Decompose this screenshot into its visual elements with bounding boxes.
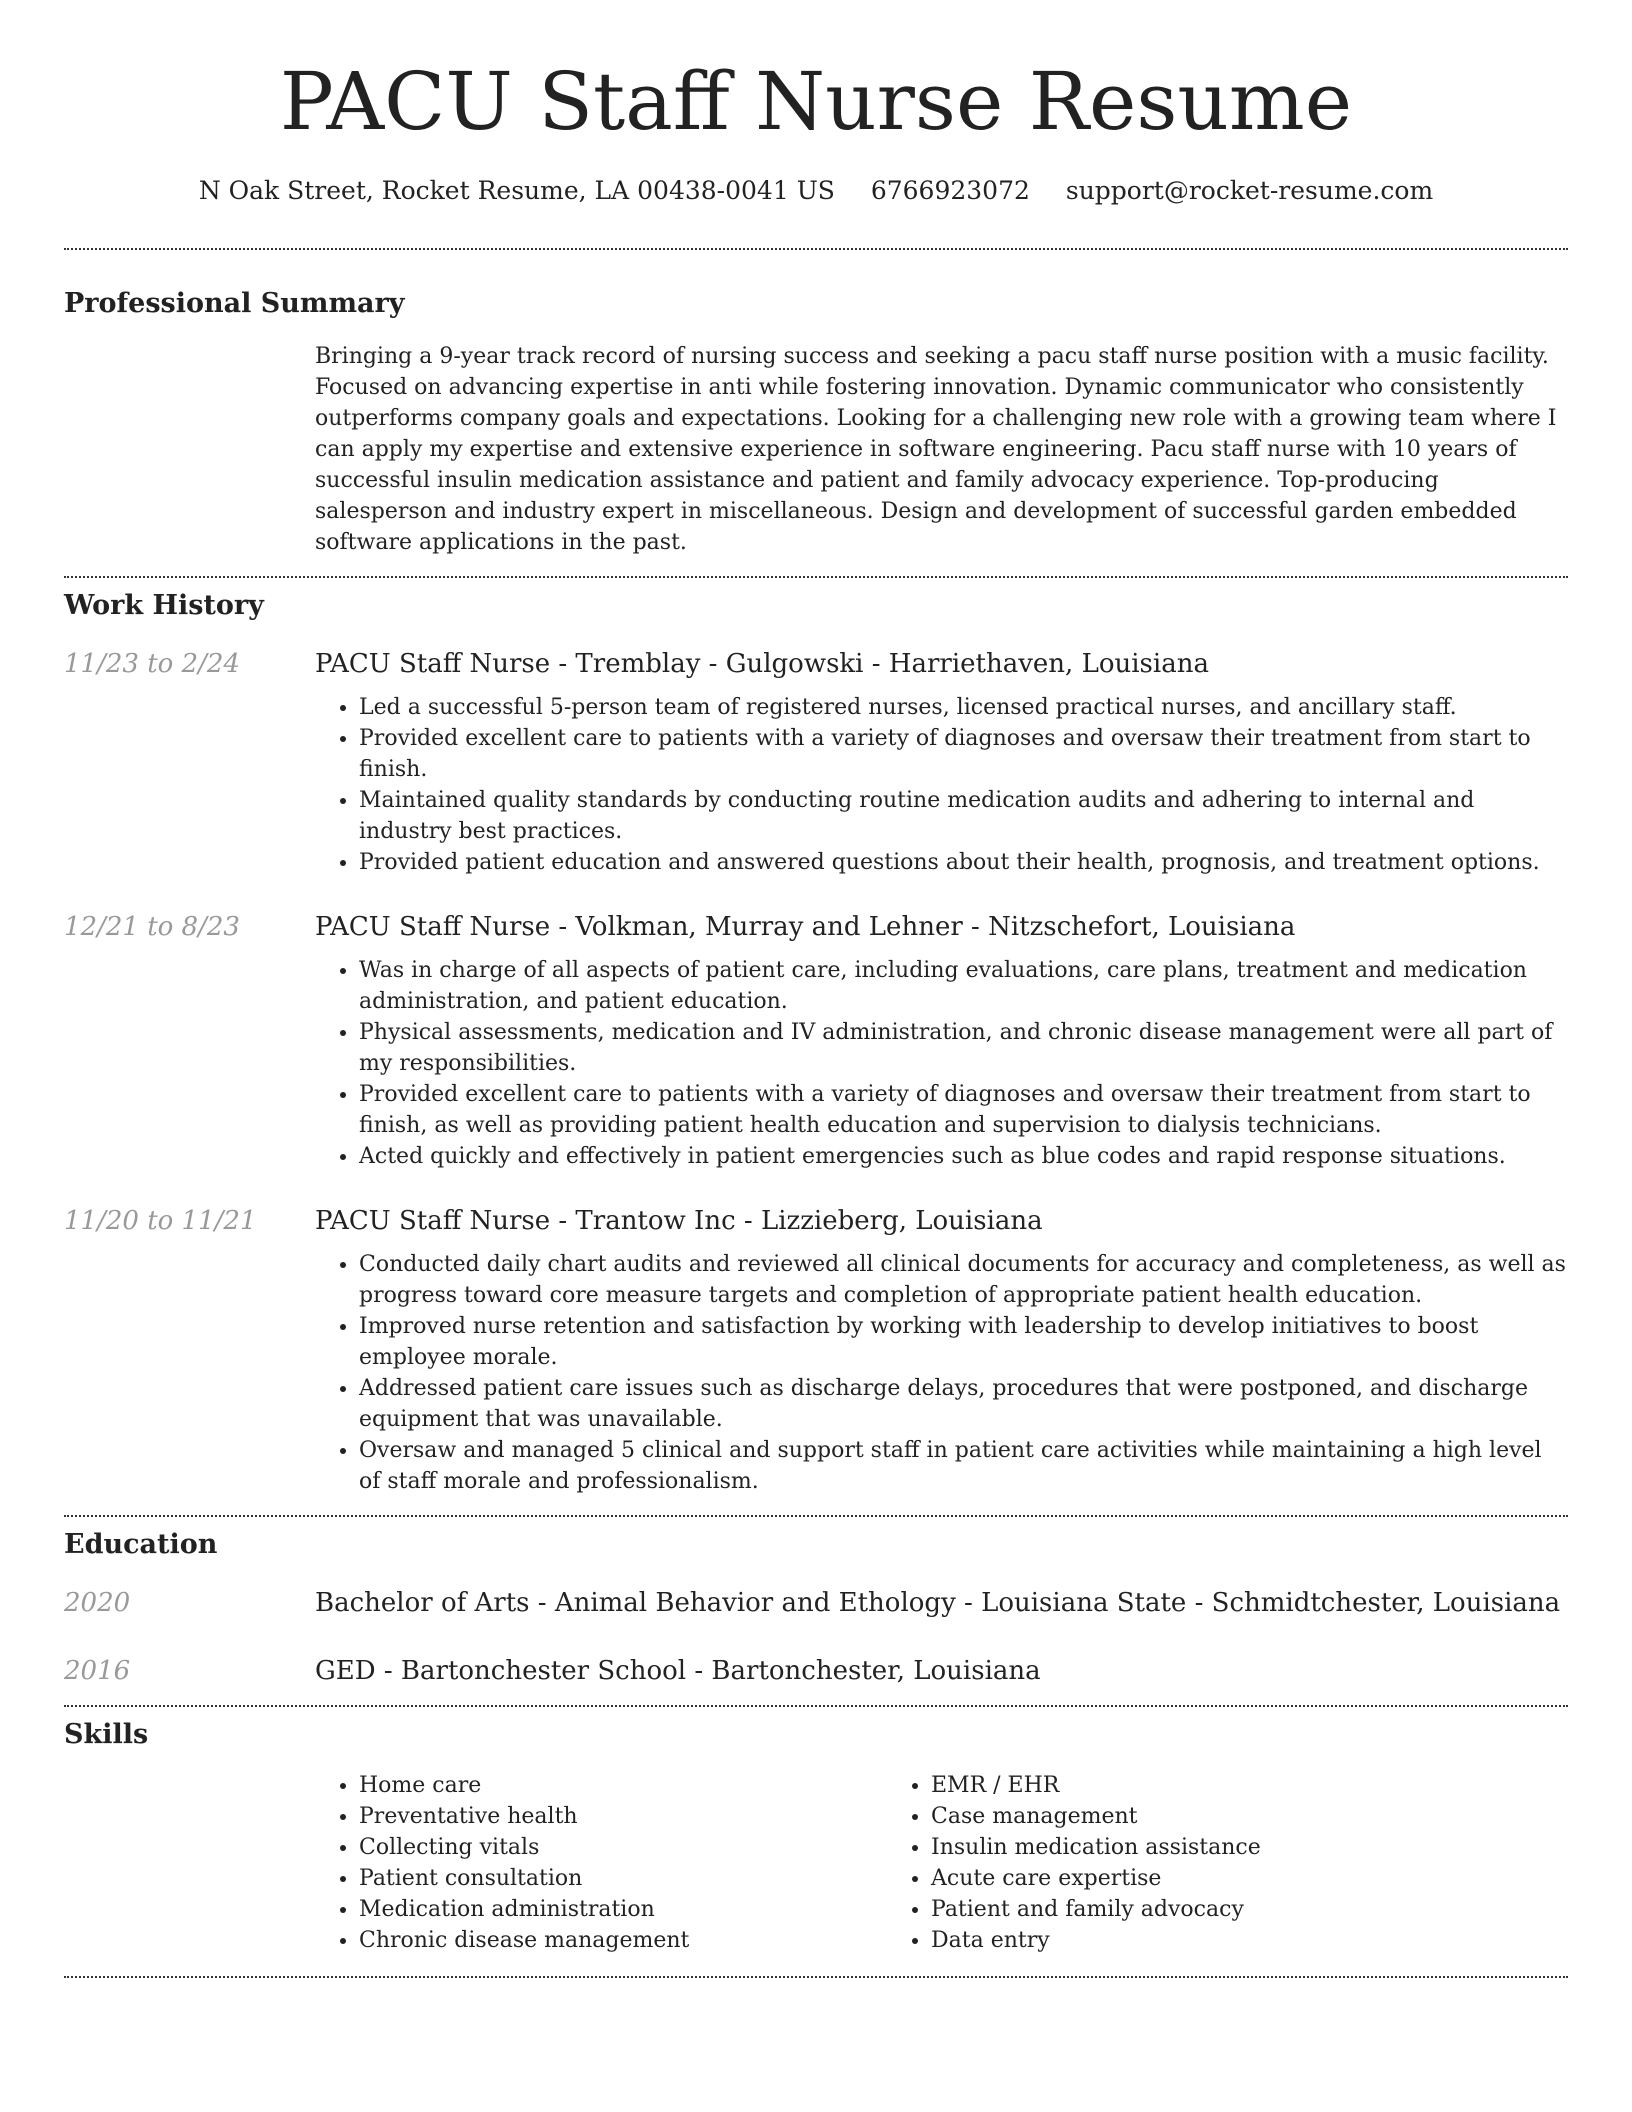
contact-address: N Oak Street, Rocket Resume, LA 00438-0041 US [198, 176, 835, 205]
list-item: • Led a successful 5-person team of registered nurses, licensed practical nurses, and ancillary staff. [359, 692, 1568, 723]
skill-item: • EMR / EHR [931, 1770, 1459, 1801]
job-body [315, 1203, 1568, 1497]
section-heading-skills: Skills [64, 1719, 149, 1750]
skill-item: • Home care [359, 1770, 887, 1801]
divider [64, 1705, 1568, 1707]
skill-item: • Patient and family advocacy [931, 1894, 1459, 1925]
divider [64, 576, 1568, 578]
section-heading-work: Work History [64, 590, 264, 621]
contact-email: support@rocket-resume.com [1065, 176, 1434, 205]
job-dates: 12/21 to 8/23 [64, 912, 240, 942]
job-bullets [315, 955, 1568, 1172]
skill-item: • Chronic disease management [359, 1925, 887, 1956]
summary-text: Bringing a 9-year track record of nursing success and seeking a pacu staff nurse position with a music facility. Focused on advancing expertise in anti while fostering innovation. Dynamic communicator who consistently outperforms company goals and expectations. Looking for a challenging new role with a growing team where I can apply my expertise and extensive experience in software engineering. Pacu staff nurse with 10 years of successful insulin medication assistance and patient and family advocacy experience. Top-producing salesperson and industry expert in miscellaneous. Design and development of successful garden embedded software applications in the past. [315, 344, 1557, 555]
list-item: • Conducted daily chart audits and reviewed all clinical documents for accuracy and completeness, as well as progress toward core measure targets and completion of appropriate patient health education. [359, 1249, 1568, 1311]
skill-item: • Acute care expertise [931, 1863, 1459, 1894]
skills-spacer [64, 1770, 315, 1956]
skills-row [64, 1770, 1568, 1956]
education-detail: GED - Bartonchester School - Bartonchester, Louisiana [315, 1656, 1041, 1686]
list-item: • Acted quickly and effectively in patient emergencies such as blue codes and rapid response situations. [359, 1141, 1568, 1172]
skill-item: • Preventative health [359, 1801, 887, 1832]
education-entry [64, 1585, 1568, 1621]
summary-spacer [64, 341, 315, 558]
divider [64, 248, 1568, 250]
job-dates: 11/20 to 11/21 [64, 1206, 257, 1236]
section-heading-summary: Professional Summary [64, 288, 405, 319]
job-bullets [315, 692, 1568, 878]
job-title: PACU Staff Nurse - Tremblay - Gulgowski - Harriethaven, Louisiana [315, 649, 1209, 679]
job-entry [64, 909, 1568, 1172]
education-detail: Bachelor of Arts - Animal Behavior and Ethology - Louisiana State - Schmidtchester, Louisiana [315, 1588, 1561, 1618]
skill-item: • Insulin medication assistance [931, 1832, 1459, 1863]
job-entry [64, 1203, 1568, 1497]
skill-item: • Collecting vitals [359, 1832, 887, 1863]
summary-body [315, 341, 1568, 558]
list-item: • Oversaw and managed 5 clinical and support staff in patient care activities while maintaining a high level of staff morale and professionalism. [359, 1435, 1568, 1497]
job-bullets [315, 1249, 1568, 1497]
list-item: • Maintained quality standards by conducting routine medication audits and adhering to internal and industry best practices. [359, 785, 1568, 847]
list-item: • Provided patient education and answered questions about their health, prognosis, and treatment options. [359, 847, 1568, 878]
skills-grid [315, 1770, 1568, 1956]
list-item: • Provided excellent care to patients with a variety of diagnoses and oversaw their treatment from start to finish, as well as providing patient health education and supervision to dialysis technicians. [359, 1079, 1568, 1141]
job-body [315, 646, 1568, 878]
list-item: • Addressed patient care issues such as discharge delays, procedures that were postponed, and discharge equipment that was unavailable. [359, 1373, 1568, 1435]
list-item: • Was in charge of all aspects of patient care, including evaluations, care plans, treatment and medication administration, and patient education. [359, 955, 1568, 1017]
skills-body [315, 1770, 1568, 1956]
job-dates: 11/23 to 2/24 [64, 649, 240, 679]
education-year: 2020 [64, 1588, 131, 1618]
job-title: PACU Staff Nurse - Volkman, Murray and Lehner - Nitzschefort, Louisiana [315, 912, 1296, 942]
list-item: • Physical assessments, medication and IV administration, and chronic disease management were all part of my responsibilities. [359, 1017, 1568, 1079]
job-entry [64, 646, 1568, 878]
education-year: 2016 [64, 1656, 131, 1686]
divider [64, 1515, 1568, 1517]
skill-item: • Medication administration [359, 1894, 887, 1925]
summary-row [64, 341, 1568, 558]
education-body [315, 1585, 1568, 1621]
contact-line [64, 174, 1568, 208]
contact-phone: 6766923072 [870, 176, 1030, 205]
page-title: PACU Staff Nurse Resume [279, 55, 1353, 148]
list-item: • Improved nurse retention and satisfaction by working with leadership to develop initiatives to boost employee morale. [359, 1311, 1568, 1373]
section-heading-education: Education [64, 1529, 218, 1560]
skill-item: • Case management [931, 1801, 1459, 1832]
job-body [315, 909, 1568, 1172]
job-title: PACU Staff Nurse - Trantow Inc - Lizzieberg, Louisiana [315, 1206, 1043, 1236]
education-entry [64, 1653, 1568, 1689]
education-body [315, 1653, 1568, 1689]
skills-list-right [887, 1770, 1459, 1956]
skills-list-left [315, 1770, 887, 1956]
skill-item: • Patient consultation [359, 1863, 887, 1894]
list-item: • Provided excellent care to patients with a variety of diagnoses and oversaw their treatment from start to finish. [359, 723, 1568, 785]
divider [64, 1976, 1568, 1978]
skill-item: • Data entry [931, 1925, 1459, 1956]
